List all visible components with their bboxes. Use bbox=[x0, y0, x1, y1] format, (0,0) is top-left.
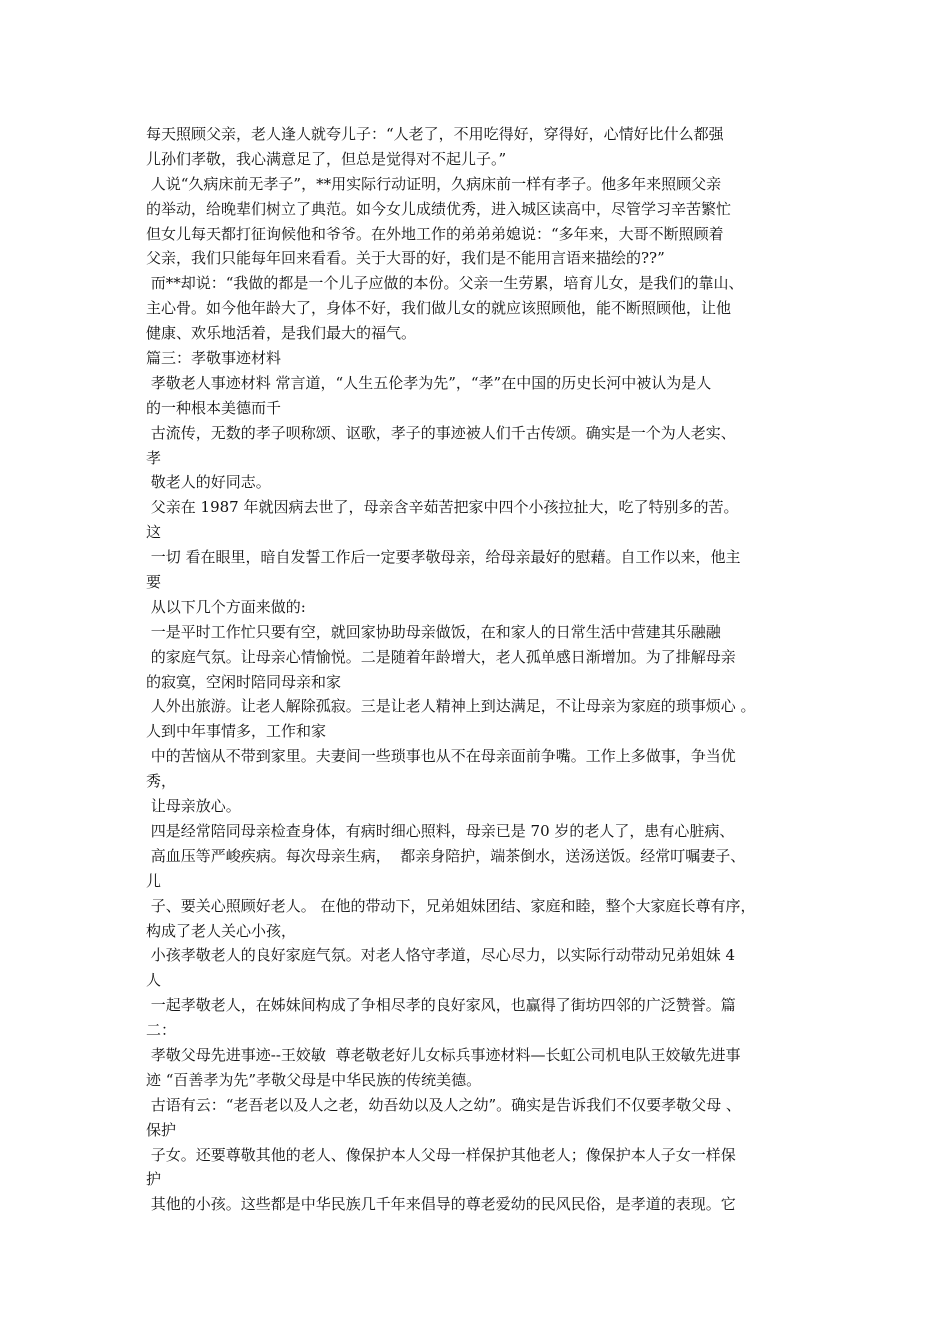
text-line: 让母亲放心。 bbox=[146, 797, 241, 816]
text-line: 每天照顾父亲，老人逢人就夸儿子：“人老了，不用吃得好，穿得好，心情好比什么都强 bbox=[146, 125, 724, 143]
text-line: 四是经常陪同母亲检查身体，有病时细心照料，母亲已是 70 岁的老人了，患有心脏病、 bbox=[146, 821, 735, 840]
text-line: 的家庭气氛。让母亲心情愉悦。二是随着年龄增大，老人孤单感日渐增加。为了排解母亲 bbox=[146, 647, 736, 666]
text-line: 人外出旅游。让老人解除孤寂。三是让老人精神上到达满足，不让母亲为家庭的琐事烦心 。 bbox=[146, 697, 756, 716]
text-line: 主心骨。如今他年龄大了，身体不好，我们做儿女的就应该照顾他，能不断照顾他，让他 bbox=[146, 299, 732, 318]
text-line: 一起孝敬老人，在姊妹间构成了争相尽孝的良好家风，也赢得了街坊四邻的广泛赞誉。篇 bbox=[146, 996, 736, 1015]
text-line: 子女。还要尊敬其他的老人、像保护本人父母一样保护其他老人；像保护本人子女一样保 bbox=[146, 1145, 736, 1164]
text-line: 秀， bbox=[146, 772, 177, 791]
document-body bbox=[146, 122, 818, 1242]
text-line: 从以下几个方面来做的: bbox=[146, 597, 306, 616]
text-line bbox=[146, 1217, 818, 1242]
text-line: 的一种根本美德而千 bbox=[146, 398, 282, 417]
text-line: 人到中年事情多，工作和家 bbox=[146, 722, 327, 741]
text-line: 而**却说：“我做的都是一个儿子应做的本份。父亲一生劳累，培育儿女，是我们的靠山、 bbox=[146, 274, 744, 293]
text-line: 人说“久病床前无孝子”，**用实际行动证明，久病床前一样有孝子。他多年来照顾父亲 bbox=[146, 174, 722, 193]
text-line: 高血压等严峻疾病。每次母亲生病， 都亲身陪护，端茶倒水，送汤送饭。经常叮嘱妻子、 bbox=[146, 846, 746, 865]
text-line: 父亲，我们只能每年回来看看。关于大哥的好，我们是不能用言语来描绘的??” bbox=[146, 249, 665, 268]
text-line: 保护 bbox=[146, 1120, 177, 1139]
text-line: 护 bbox=[146, 1170, 162, 1189]
text-line: 古语有云：“老吾老以及人之老，幼吾幼以及人之幼”。确实是告诉我们不仅要孝敬父母 、 bbox=[146, 1095, 741, 1114]
text-line: 健康、欢乐地活着，是我们最大的福气。 bbox=[146, 324, 417, 343]
text-line: 孝敬老人事迹材料 常言道，“人生五伦孝为先”，“孝”在中国的历史长河中被认为是人 bbox=[146, 373, 712, 392]
text-line: 孝 bbox=[146, 448, 162, 467]
text-line: 孝敬父母先进事迹--王姣敏 尊老敬老好儿女标兵事迹材料—长虹公司机电队王姣敏先进事 bbox=[146, 1045, 741, 1064]
text-line: 要 bbox=[146, 573, 162, 592]
text-line: 中的苦恼从不带到家里。夫妻间一些琐事也从不在母亲面前争嘴。工作上多做事，争当优 bbox=[146, 747, 736, 766]
text-line: 子、要关心照顾好老人。 在他的带动下，兄弟姐妹团结、家庭和睦，整个大家庭长尊有序， bbox=[146, 896, 756, 915]
text-line: 这 bbox=[146, 523, 162, 542]
text-line: 构成了老人关心小孩， bbox=[146, 921, 297, 940]
text-line: 迹 “百善孝为先”孝敬父母是中华民族的传统美德。 bbox=[146, 1070, 482, 1089]
text-line: 儿 bbox=[146, 871, 162, 890]
text-line: 敬老人的好同志。 bbox=[146, 473, 271, 492]
text-line: 的举动，给晚辈们树立了典范。如今女儿成绩优秀，进入城区读高中，尽管学习辛苦繁忙 bbox=[146, 199, 732, 218]
text-line: 人 bbox=[146, 971, 162, 990]
text-line: 其他的小孩。这些都是中华民族几千年来倡导的尊老爱幼的民风民俗，是孝道的表现。它 bbox=[146, 1195, 736, 1214]
text-line: 一是平时工作忙只要有空，就回家协助母亲做饭，在和家人的日常生活中营建其乐融融 bbox=[146, 622, 721, 641]
text-line: 小孩孝敬老人的良好家庭气氛。对老人恪守孝道，尽心尽力，以实际行动带动兄弟姐妹 4 bbox=[146, 946, 736, 965]
text-line: 儿孙们孝敬，我心满意足了，但总是觉得对不起儿子。” bbox=[146, 149, 507, 168]
section-heading: 篇三：孝敬事迹材料 bbox=[146, 349, 282, 368]
text-line: 古流传，无数的孝子呗称颂、讴歌，孝子的事迹被人们千古传颂。确实是一个为人老实、 bbox=[146, 423, 736, 442]
text-line: 父亲在 1987 年就因病去世了，母亲含辛茹苦把家中四个小孩拉扯大，吃了特别多的苦。 bbox=[146, 498, 739, 517]
text-line: 二： bbox=[146, 1021, 177, 1040]
text-line: 一切 看在眼里，暗自发誓工作后一定要孝敬母亲，给母亲最好的慰藉。自工作以来，他主 bbox=[146, 548, 741, 567]
text-line: 但女儿每天都打征询候他和爷爷。在外地工作的弟弟弟媳说：“多年来，大哥不断照顾着 bbox=[146, 224, 724, 243]
text-line: 的寂寞，空闲时陪同母亲和家 bbox=[146, 672, 342, 691]
